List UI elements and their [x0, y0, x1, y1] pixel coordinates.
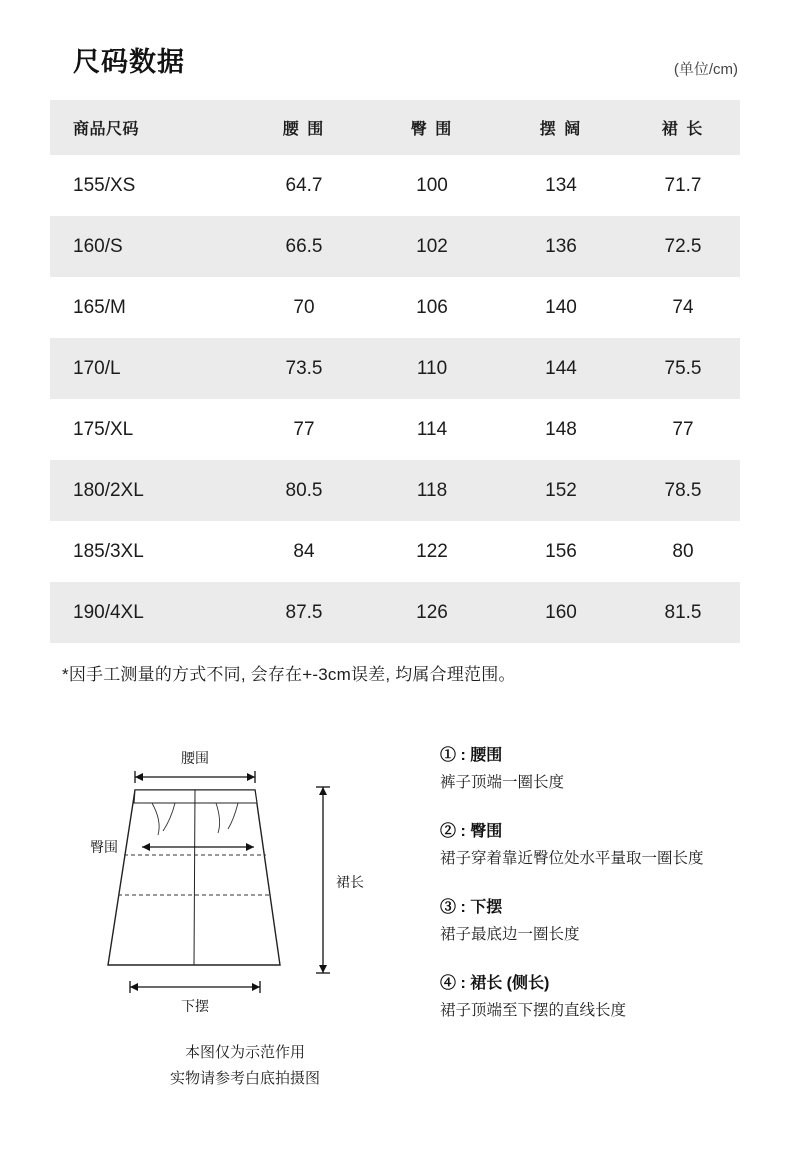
- cell-waist: 80.5: [285, 479, 323, 501]
- cell-hem: 148: [545, 418, 577, 440]
- page-header: [0, 40, 790, 90]
- column-header-hip: 臀 围: [410, 121, 454, 138]
- page-title: 尺码数据: [73, 47, 185, 77]
- table-row: [50, 277, 740, 338]
- hem-label: 下摆: [181, 998, 209, 1014]
- legend-item-waist: [440, 742, 750, 795]
- hem-arrow-left: [130, 983, 138, 991]
- cell-size: 185/3XL: [73, 540, 144, 562]
- cell-length: 75.5: [664, 357, 702, 379]
- diagram-caption-line1: 本图仅为示范作用: [184, 1044, 305, 1061]
- cell-size: 180/2XL: [73, 479, 144, 501]
- cell-hem: 160: [545, 601, 577, 623]
- waist-arrow-left: [135, 773, 143, 781]
- hip-label: 臀围: [90, 839, 118, 855]
- legend-desc-waist: 裤子顶端一圈长度: [440, 774, 565, 791]
- cell-waist: 77: [293, 418, 315, 440]
- waist-label: 腰围: [181, 750, 209, 766]
- skirt-waistband: [134, 790, 257, 803]
- table-row: [50, 582, 740, 643]
- legend-title-hem: ③ : 下摆: [440, 899, 503, 916]
- legend-item-length: [440, 970, 750, 1023]
- cell-length: 71.7: [664, 174, 702, 196]
- cell-size: 175/XL: [73, 418, 134, 440]
- table-row: [50, 338, 740, 399]
- table-header-row: [50, 100, 740, 155]
- cell-hip: 110: [416, 357, 448, 379]
- cell-hip: 102: [416, 235, 448, 257]
- cell-length: 81.5: [664, 601, 702, 623]
- cell-hip: 106: [416, 296, 448, 318]
- column-header-hem: 摆 阔: [539, 121, 583, 138]
- measurement-note: *因手工测量的方式不同, 会存在+-3cm误差, 均属合理范围。: [62, 665, 516, 684]
- cell-hem: 156: [545, 540, 577, 562]
- legend-item-hem: [440, 894, 750, 947]
- legend-title-waist: ① : 腰围: [440, 747, 503, 764]
- hem-arrow-right: [252, 983, 260, 991]
- length-arrow-bottom: [319, 965, 327, 973]
- diagram-caption-line2: 实物请参考白底拍摄图: [169, 1070, 320, 1087]
- legend-title-length: ④ : 裙长 (侧长): [440, 975, 550, 992]
- column-header-length: 裙 长: [661, 121, 705, 138]
- cell-size: 160/S: [73, 235, 123, 257]
- legend-desc-hem: 裙子最底边一圈长度: [440, 926, 580, 943]
- table-row: [50, 216, 740, 277]
- skirt-diagram: [80, 735, 410, 1105]
- column-header-size: 商品尺码: [73, 121, 140, 138]
- table-row: [50, 460, 740, 521]
- length-label: 裙长: [336, 874, 364, 890]
- size-table: [50, 100, 740, 643]
- table-row: [50, 155, 740, 216]
- table-row: [50, 521, 740, 582]
- cell-hem: 140: [545, 296, 577, 318]
- cell-size: 170/L: [73, 357, 121, 379]
- legend-title-hip: ② : 臀围: [440, 823, 503, 840]
- cell-size: 190/4XL: [73, 601, 144, 623]
- cell-length: 74: [672, 296, 694, 318]
- cell-hip: 100: [416, 174, 448, 196]
- cell-length: 80: [672, 540, 694, 562]
- cell-hip: 118: [416, 479, 448, 501]
- legend-desc-hip: 裙子穿着靠近臀位处水平量取一圈长度: [440, 850, 704, 867]
- cell-hip: 122: [416, 540, 448, 562]
- cell-waist: 64.7: [285, 174, 323, 196]
- cell-hem: 144: [545, 357, 577, 379]
- cell-hip: 114: [416, 418, 448, 440]
- legend-item-hip: [440, 818, 750, 871]
- cell-waist: 66.5: [285, 235, 323, 257]
- table-row: [50, 399, 740, 460]
- legend-desc-length: 裙子顶端至下摆的直线长度: [440, 1002, 627, 1019]
- cell-waist: 70: [293, 296, 315, 318]
- cell-hem: 152: [545, 479, 577, 501]
- measurement-legend: [440, 742, 750, 1043]
- length-arrow-top: [319, 787, 327, 795]
- cell-hem: 134: [545, 174, 577, 196]
- waist-arrow-right: [247, 773, 255, 781]
- column-header-waist: 腰 围: [282, 121, 326, 138]
- diagram-caption: [80, 1040, 410, 1092]
- cell-waist: 73.5: [285, 357, 323, 379]
- cell-hem: 136: [545, 235, 577, 257]
- cell-hip: 126: [416, 601, 448, 623]
- cell-length: 72.5: [664, 235, 702, 257]
- cell-size: 165/M: [73, 296, 126, 318]
- skirt-illustration-svg: [80, 735, 410, 1035]
- cell-length: 77: [672, 418, 694, 440]
- cell-waist: 84: [293, 540, 315, 562]
- cell-size: 155/XS: [73, 174, 136, 196]
- cell-length: 78.5: [664, 479, 702, 501]
- cell-waist: 87.5: [285, 601, 323, 623]
- unit-label: (单位/cm): [673, 61, 738, 78]
